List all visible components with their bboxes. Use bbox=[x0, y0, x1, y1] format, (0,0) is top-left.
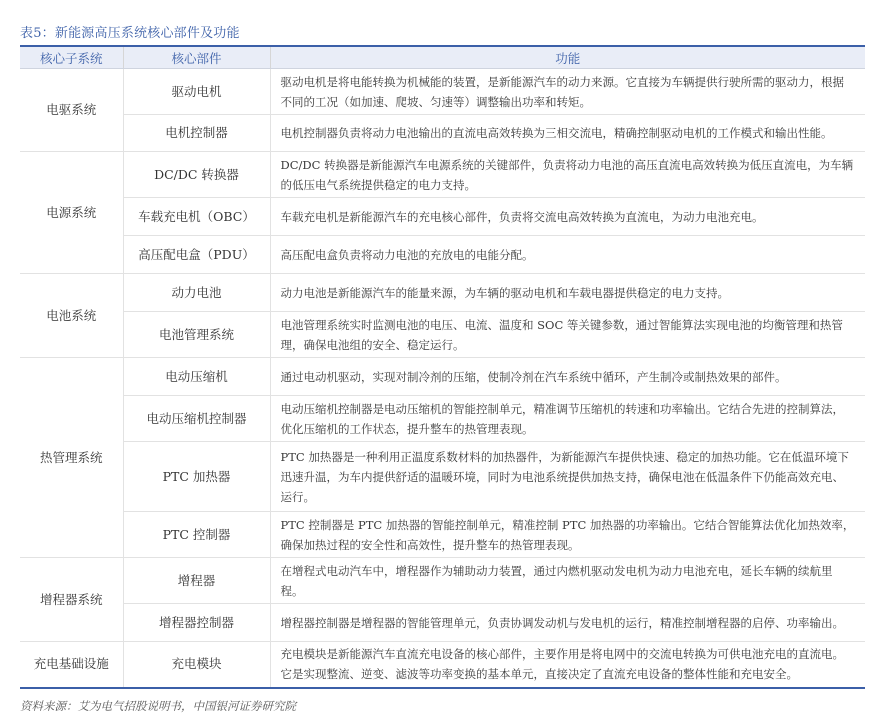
component-cell: 电机控制器 bbox=[123, 115, 270, 152]
function-cell: 在增程式电动汽车中，增程器作为辅助动力装置，通过内燃机驱动发电机为动力电池充电，延长车辆的续航里程。 bbox=[270, 558, 865, 604]
component-cell: 电动压缩机控制器 bbox=[123, 396, 270, 442]
function-cell: 电动压缩机控制器是电动压缩机的智能控制单元，精准调节压缩机的转速和功率输出。它结合先进的控制算法，优化压缩机的工作状态，提升整车的热管理表现。 bbox=[270, 396, 865, 442]
subsystem-cell: 电源系统 bbox=[20, 152, 123, 274]
table-row bbox=[20, 604, 865, 642]
function-cell: 电池管理系统实时监测电池的电压、电流、温度和 SOC 等关键参数，通过智能算法实现电池的均衡管理和热管理，确保电池组的安全、稳定运行。 bbox=[270, 312, 865, 358]
table-row bbox=[20, 396, 865, 442]
subsystem-cell: 充电基础设施 bbox=[20, 642, 123, 688]
function-cell: DC/DC 转换器是新能源汽车电源系统的关键部件，负责将动力电池的高压直流电高效转换为低压直流电，为车辆的低压电气系统提供稳定的电力支持。 bbox=[270, 152, 865, 198]
table-row bbox=[20, 358, 865, 396]
function-cell: 车载充电机是新能源汽车的充电核心部件，负责将交流电高效转换为直流电，为动力电池充电。 bbox=[270, 198, 865, 236]
subsystem-cell: 热管理系统 bbox=[20, 358, 123, 558]
function-cell: 驱动电机是将电能转换为机械能的装置，是新能源汽车的动力来源。它直接为车辆提供行驶所需的驱动力，根据不同的工况（如加速、爬坡、匀速等）调整输出功率和转矩。 bbox=[270, 69, 865, 115]
component-cell: 增程器控制器 bbox=[123, 604, 270, 642]
table-row bbox=[20, 558, 865, 604]
component-cell: 电池管理系统 bbox=[123, 312, 270, 358]
header-function: 功能 bbox=[270, 47, 865, 69]
table-row bbox=[20, 69, 865, 115]
table-row bbox=[20, 442, 865, 512]
component-cell: 增程器 bbox=[123, 558, 270, 604]
table-title: 表5：新能源高压系统核心部件及功能 bbox=[20, 26, 240, 41]
table-row bbox=[20, 312, 865, 358]
component-cell: 高压配电盒（PDU） bbox=[123, 236, 270, 274]
component-cell: 车载充电机（OBC） bbox=[123, 198, 270, 236]
component-cell: DC/DC 转换器 bbox=[123, 152, 270, 198]
function-cell: 高压配电盒负责将动力电池的充放电的电能分配。 bbox=[270, 236, 865, 274]
component-cell: PTC 加热器 bbox=[123, 442, 270, 512]
components-table bbox=[20, 47, 865, 689]
function-cell: 增程器控制器是增程器的智能管理单元，负责协调发动机与发电机的运行，精准控制增程器的启停、功率输出。 bbox=[270, 604, 865, 642]
table-row bbox=[20, 512, 865, 558]
function-cell: 充电模块是新能源汽车直流充电设备的核心部件，主要作用是将电网中的交流电转换为可供电池充电的直流电。它是实现整流、逆变、滤波等功率变换的基本单元，直接决定了直流充电设备的整体性能和充电安全。 bbox=[270, 642, 865, 688]
table-row bbox=[20, 274, 865, 312]
function-cell: PTC 控制器是 PTC 加热器的智能控制单元，精准控制 PTC 加热器的功率输出。它结合智能算法优化加热效率，确保加热过程的安全性和高效性，提升整车的热管理表现。 bbox=[270, 512, 865, 558]
function-cell: 通过电动机驱动，实现对制冷剂的压缩，使制冷剂在汽车系统中循环，产生制冷或制热效果的部件。 bbox=[270, 358, 865, 396]
subsystem-cell: 电驱系统 bbox=[20, 69, 123, 152]
table-header-row bbox=[20, 47, 865, 69]
table-row bbox=[20, 642, 865, 688]
function-cell: PTC 加热器是一种利用正温度系数材料的加热器件，为新能源汽车提供快速、稳定的加热功能。它在低温环境下迅速升温，为车内提供舒适的温暖环境，同时为电池系统提供加热支持，确保电池在低温条件下仍能高效充电、运行。 bbox=[270, 442, 865, 512]
table-row bbox=[20, 115, 865, 152]
function-cell: 电机控制器负责将动力电池输出的直流电高效转换为三相交流电，精确控制驱动电机的工作模式和输出性能。 bbox=[270, 115, 865, 152]
subsystem-cell: 增程器系统 bbox=[20, 558, 123, 642]
function-cell: 动力电池是新能源汽车的能量来源，为车辆的驱动电机和车载电器提供稳定的电力支持。 bbox=[270, 274, 865, 312]
table-row bbox=[20, 152, 865, 198]
table-row bbox=[20, 198, 865, 236]
component-cell: PTC 控制器 bbox=[123, 512, 270, 558]
component-cell: 动力电池 bbox=[123, 274, 270, 312]
table-row bbox=[20, 236, 865, 274]
component-cell: 充电模块 bbox=[123, 642, 270, 688]
source-note: 资料来源：艾为电气招股说明书，中国银河证券研究院 bbox=[20, 699, 296, 713]
header-component: 核心部件 bbox=[123, 47, 270, 69]
subsystem-cell: 电池系统 bbox=[20, 274, 123, 358]
header-subsystem: 核心子系统 bbox=[20, 47, 123, 69]
component-cell: 驱动电机 bbox=[123, 69, 270, 115]
component-cell: 电动压缩机 bbox=[123, 358, 270, 396]
